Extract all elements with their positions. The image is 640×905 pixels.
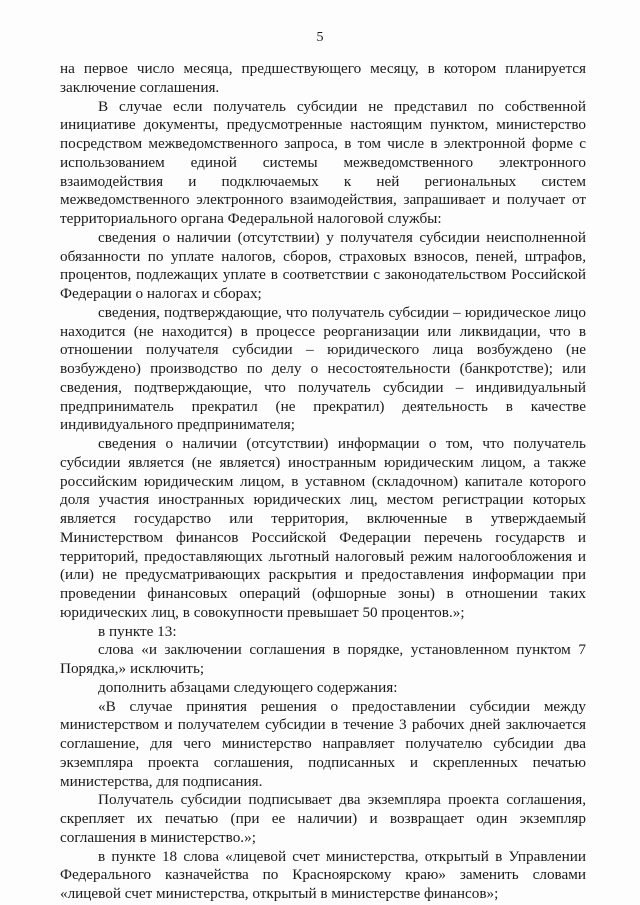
paragraph-clause-18: в пункте 18 слова «лицевой счет министерства, открытый в Управлении Федерального казначейства по Красноярскому краю» заменить словами «лицевой счет министерства, открытый в министерстве финансов»;: [60, 847, 586, 902]
paragraph-exclude-words: слова «и заключении соглашения в порядке, установленном пунктом 7 Порядка,» исключить;: [60, 641, 586, 677]
paragraph-continuation: на первое число месяца, предшествующего месяцу, в котором планируется заключение соглашения.: [60, 60, 586, 96]
paragraph-agreement-conclusion: «В случае принятия решения о предоставлении субсидии между министерством и получателем субсидии в течение 3 рабочих дней заключается соглашение, для чего министерство направляет получателю субсидии два экземпляра проекта соглашения, подписанных и скрепленных печатью министерства, для подписания.: [60, 697, 586, 790]
paragraph-reorganization-info: сведения, подтверждающие, что получатель субсидии – юридическое лицо находится (не находится) в процессе реорганизации или ликвидации, что в отношении получателя субсидии – юридического лица возбуждено (не возбуждено) производство по делу о несостоятельности (банкротстве); или сведения, подтверждающие, что получатель субсидии – индивидуальный предприниматель прекратил (не прекратил) деятельность в качестве индивидуального предпринимателя;: [60, 303, 586, 434]
paragraph-tax-debt-info: сведения о наличии (отсутствии) у получателя субсидии неисполненной обязанности по уплате налогов, сборов, страховых взносов, пеней, штрафов, процентов, подлежащих уплате в соответствии с законодательством Российской Федерации о налогах и сборах;: [60, 228, 586, 302]
document-body: [60, 60, 586, 904]
paragraph-agreement-signing: Получатель субсидии подписывает два экземпляра проекта соглашения, скрепляет их печатью (при ее наличии) и возвращает один экземпляр соглашения в министерство.»;: [60, 791, 586, 846]
paragraph-add-text: дополнить абзацами следующего содержания:: [98, 678, 398, 696]
paragraph-interagency-request: В случае если получатель субсидии не представил по собственной инициативе документы, предусмотренные настоящим пунктом, министерство посредством межведомственного запроса, в том числе в электронной форме с использованием единой системы межведомственного электронного взаимодействия и подключаемых к ней региональных систем межведомственного электронного взаимодействия, запрашивает и получает от территориального органа Федеральной налоговой службы:: [60, 97, 586, 227]
paragraph-foreign-entity-info: сведения о наличии (отсутствии) информации о том, что получатель субсидии является (не является) иностранным юридическим лицом, а также российским юридическим лицом, в уставном (складочном) капитале которого доля участия иностранных юридических лиц, местом регистрации которых является государство или территория, включенные в утверждаемый Министерством финансов Российской Федерации перечень государств и территорий, предоставляющих льготный налоговый режим налогообложения и (или) не предусматривающих раскрытия и предоставления информации при проведении финансовых операций (офшорные зоны) в отношении таких юридических лиц, в совокупности превышает 50 процентов.»;: [60, 435, 586, 621]
paragraph-clause-13: в пункте 13:: [98, 622, 177, 640]
page-number: 5: [316, 30, 324, 45]
